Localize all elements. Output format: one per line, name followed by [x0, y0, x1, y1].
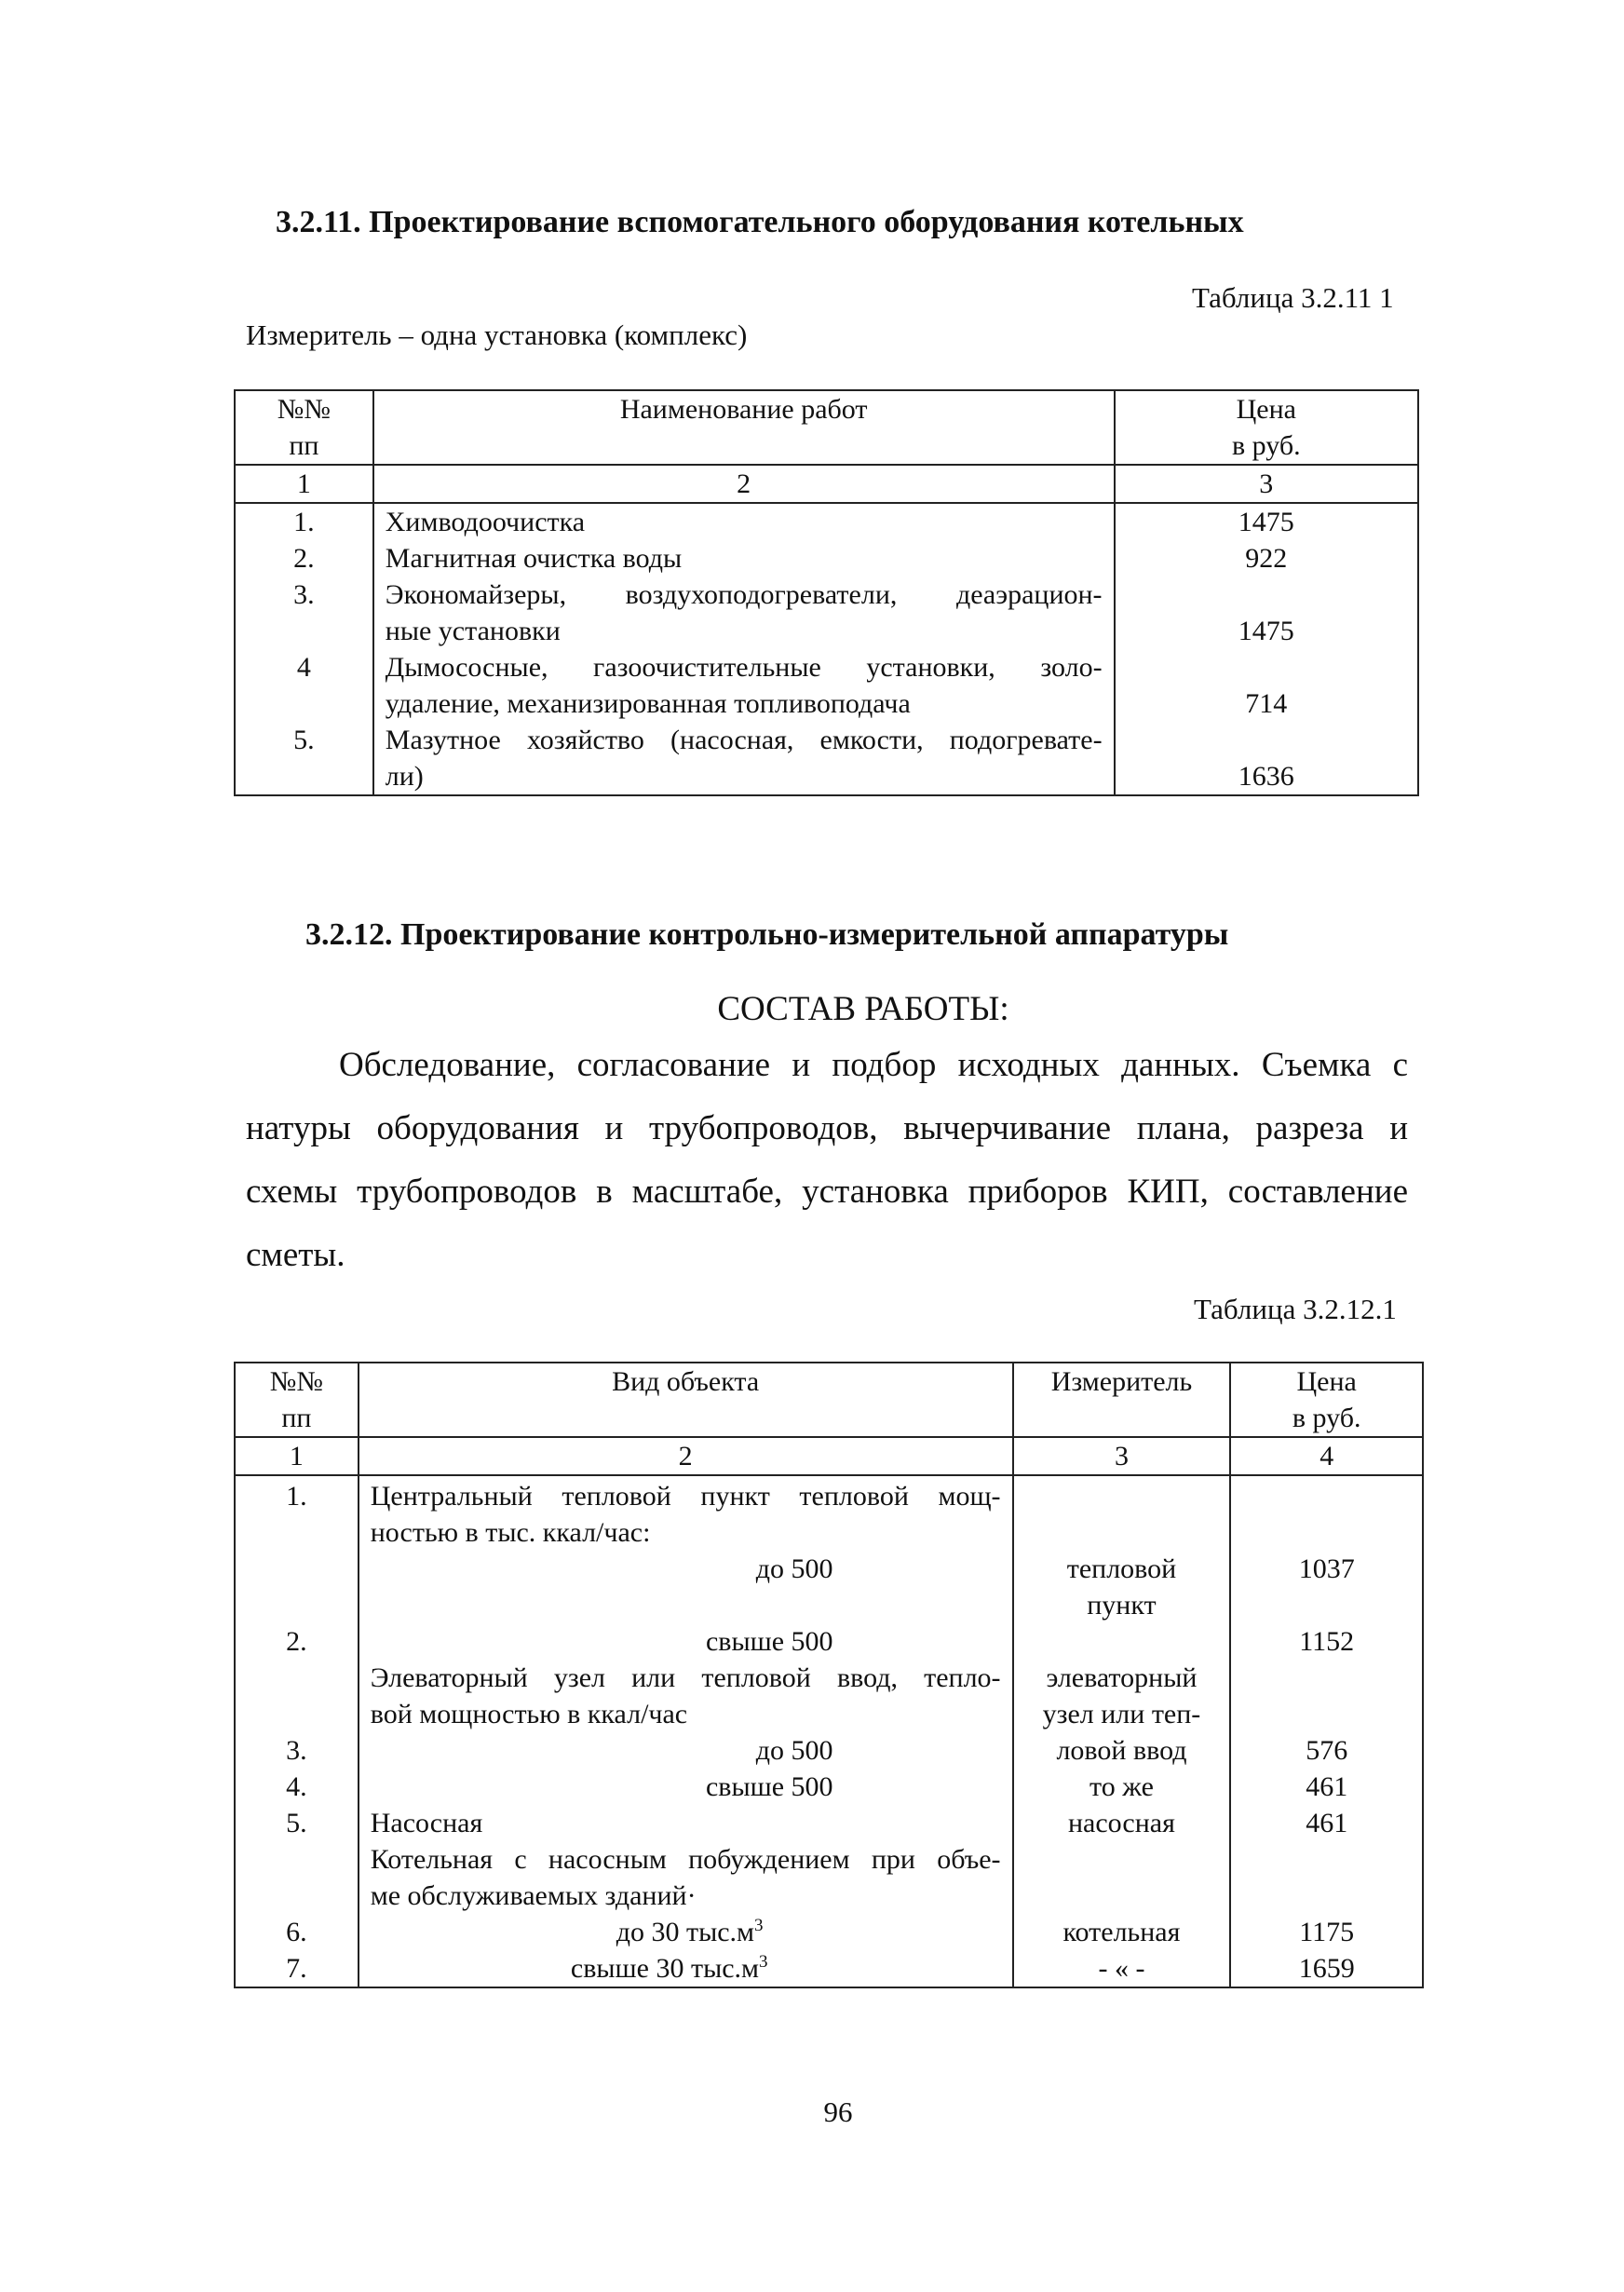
- table-row: 4 Дымососные, газоочистительные установки, золо- удаление, механизированная топливоподача 714: [235, 649, 1418, 722]
- table-row: 3. Экономайзеры, воздухоподогреватели, деаэрацион- ные установки 1475: [235, 576, 1418, 649]
- table-row: 2. Магнитная очистка воды 922: [235, 540, 1418, 576]
- header-price: Цена в руб.: [1115, 390, 1418, 465]
- column-numbers-row: 1 2 3 4: [235, 1437, 1423, 1475]
- unit-label: Измеритель – одна установка (комплекс): [246, 319, 748, 351]
- table-body: 1. 2. 3. 4. 5. 6. 7. Центральный тепловой пункт тепловой мощ- ностью в тыс. ккал/час: до 500 свыше 500 Элеваторный узел или тепловой ввод, тепло- вой мощностью в ккал/час до 500 свыше 500 Насосная Котельная с насосным побуждением при объе- ме обслуживаемых зданий· до 30 $тыс.м^3$ свыше 30 $тыс.м^3$ тепловой пункт элеваторный узел или теп- ловой ввод то же насосная котельная - « - 1037 1152 576 461 461 1175 1659: [235, 1475, 1423, 1987]
- page-number: 96: [823, 2095, 853, 2128]
- table-3-2-12-1: [234, 1362, 1424, 1988]
- header-num: №№ пп: [235, 390, 373, 465]
- work-composition-title: СОСТАВ РАБОТЫ:: [717, 990, 1009, 1028]
- table-row: 1. Химводоочистка 1475: [235, 503, 1418, 540]
- header-price: Цена в руб.: [1230, 1363, 1423, 1437]
- header-name: Наименование работ: [373, 390, 1115, 465]
- table-label-3-2-12-1: Таблица 3.2.12.1: [1194, 1293, 1397, 1325]
- header-unit: Измеритель: [1013, 1363, 1231, 1437]
- section-heading-3-2-12: 3.2.12. Проектирование контрольно-измерительной аппаратуры: [305, 917, 1229, 952]
- section-heading-3-2-11: 3.2.11. Проектирование вспомогательного оборудования котельных: [276, 205, 1244, 239]
- table-row: 5. Мазутное хозяйство (насосная, емкости, подогревате- ли) 1636: [235, 722, 1418, 795]
- table-label-3-2-11-1: Таблица 3.2.11 1: [1192, 281, 1394, 314]
- work-composition-text: Обследование, согласование и подбор исходных данных. Съемка с натуры оборудования и трубопроводов, вычерчивание плана, разреза и схемы трубопроводов в масштабе, установка приборов КИП, составление сметы.: [246, 1046, 1408, 1274]
- table-3-2-11-1: [234, 389, 1419, 796]
- header-num: №№ пп: [235, 1363, 359, 1437]
- header-object: Вид объекта: [359, 1363, 1013, 1437]
- column-numbers-row: 1 2 3: [235, 465, 1418, 503]
